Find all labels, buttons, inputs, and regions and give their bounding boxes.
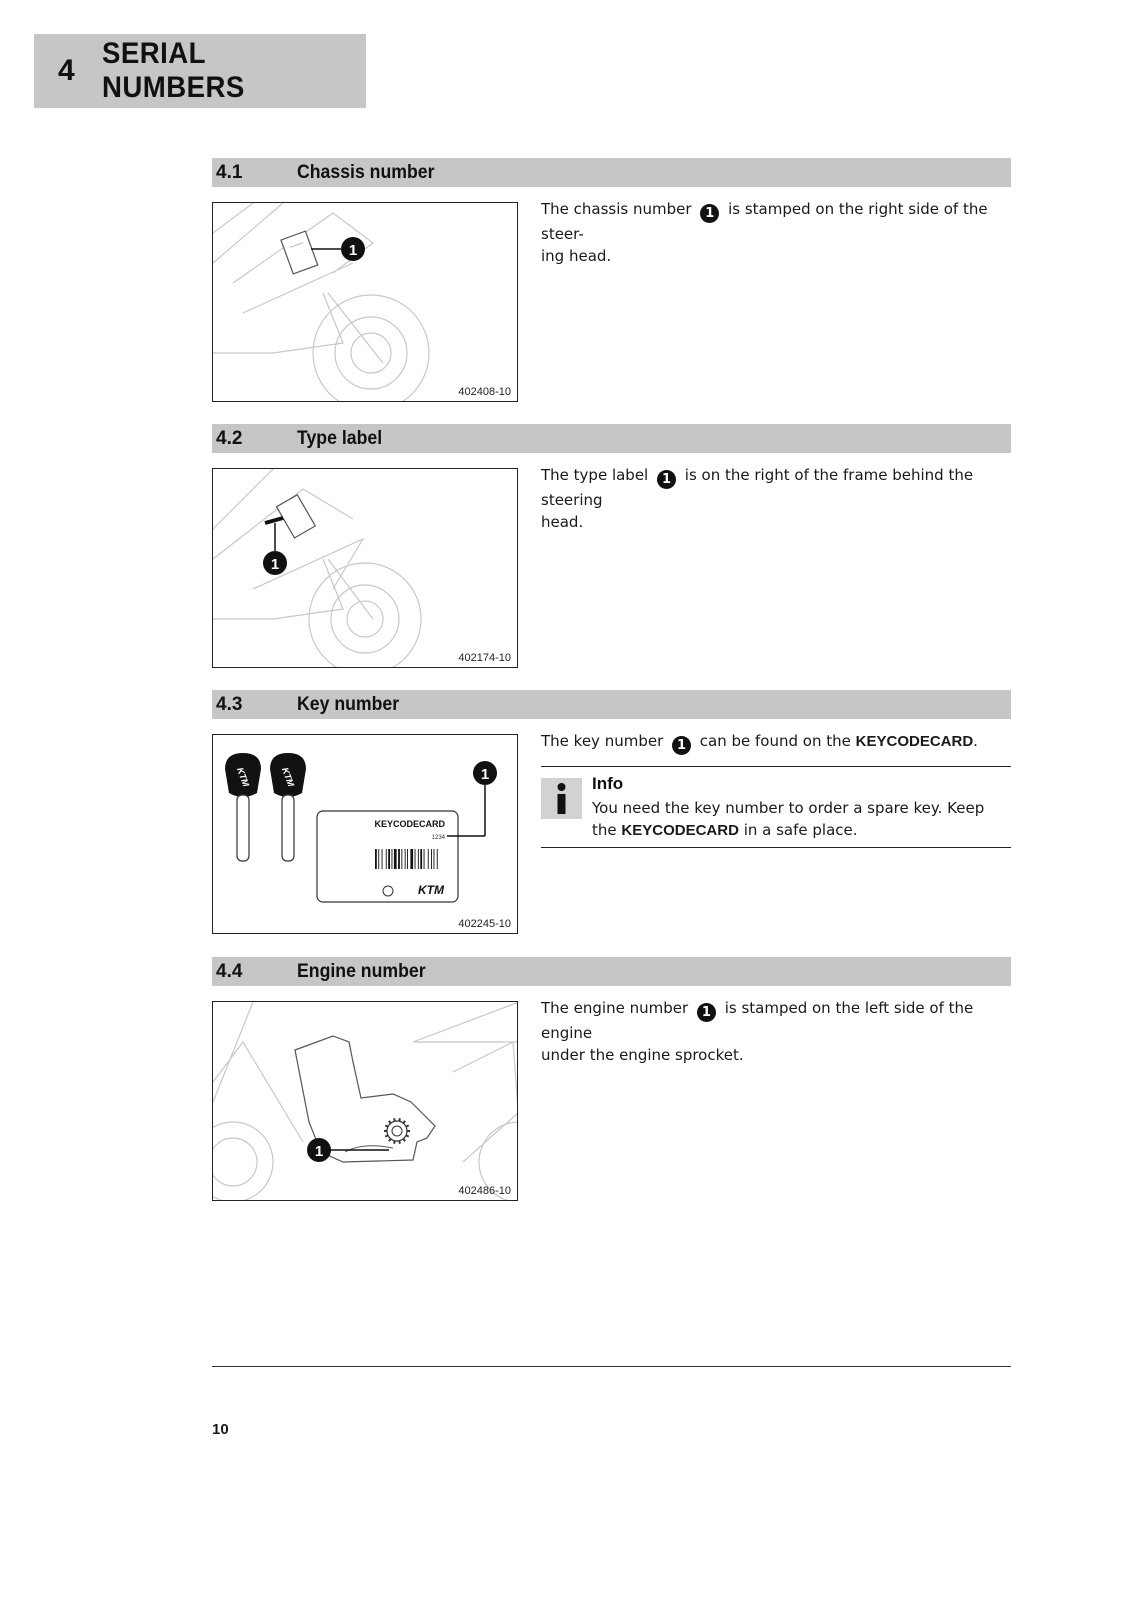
figure-code: 402245-10 xyxy=(458,918,511,930)
chapter-title: SERIAL NUMBERS xyxy=(101,37,245,104)
figure-code: 402486-10 xyxy=(458,1185,511,1197)
section-title: Engine number xyxy=(297,960,426,982)
engine-illustration xyxy=(213,1002,518,1201)
section-title: Chassis number xyxy=(297,161,435,183)
section-header-key-number xyxy=(212,690,1011,719)
page-number: 10 xyxy=(212,1421,229,1438)
text-after: is on the right of the frame behind the steering xyxy=(541,466,974,509)
text-before: The chassis number xyxy=(541,200,692,218)
section-number: 4.1 xyxy=(216,161,243,183)
text-after: is stamped on the left side of the engine xyxy=(541,999,974,1042)
callout-1: 1 xyxy=(314,1143,324,1160)
info-icon xyxy=(541,778,582,819)
figure-engine-number xyxy=(212,1001,518,1201)
info-line2-after: in a safe place. xyxy=(743,821,858,839)
section-title: Type label xyxy=(297,427,383,449)
text-after: can be found on the xyxy=(699,732,851,750)
card-label: KEYCODECARD xyxy=(374,819,445,829)
figure-type-label xyxy=(212,468,518,668)
info-title: Info xyxy=(592,774,624,793)
text-line2: head. xyxy=(541,513,584,531)
text-line2: ing head. xyxy=(541,247,612,265)
text-after: is stamped on the right side of the steer- xyxy=(541,200,988,243)
chapter-header xyxy=(34,34,366,108)
figure-chassis-number xyxy=(212,202,518,402)
section-number: 4.3 xyxy=(216,693,243,715)
info-line2-bold: KEYCODECARD xyxy=(621,822,739,839)
figure-key-number xyxy=(212,734,518,934)
section-header-type-label xyxy=(212,424,1011,453)
chassis-illustration xyxy=(213,203,518,402)
callout-1: 1 xyxy=(348,242,358,259)
callout-badge: 1 xyxy=(700,204,719,223)
card-number: 1234 xyxy=(431,835,445,841)
section-text-chassis-number xyxy=(541,198,1011,267)
figure-code: 402174-10 xyxy=(458,652,511,664)
section-text-key-number xyxy=(541,730,1011,755)
key-logo: KTM xyxy=(279,766,297,788)
info-text xyxy=(592,797,1002,842)
footer-divider xyxy=(212,1366,1011,1367)
callout-1: 1 xyxy=(270,556,280,573)
text-line2: under the engine sprocket. xyxy=(541,1046,744,1064)
text-bold-keycodecard: KEYCODECARD xyxy=(855,733,974,750)
section-header-engine-number xyxy=(212,957,1011,986)
text-before: The key number xyxy=(541,732,664,750)
info-box xyxy=(541,766,1011,848)
callout-1: 1 xyxy=(480,766,490,783)
section-title: Key number xyxy=(297,693,400,715)
info-line1: You need the key number to order a spare key. Keep xyxy=(592,799,985,817)
text-before: The engine number xyxy=(541,999,689,1017)
section-number: 4.4 xyxy=(216,960,243,982)
section-text-type-label xyxy=(541,464,1011,533)
card-logo: KTM xyxy=(418,883,444,897)
text-end: . xyxy=(973,732,978,750)
section-header-chassis-number xyxy=(212,158,1011,187)
info-line2-before: the xyxy=(592,821,617,839)
callout-badge: 1 xyxy=(697,1003,716,1022)
text-before: The type label xyxy=(541,466,649,484)
key-illustration xyxy=(213,735,518,934)
callout-badge: 1 xyxy=(657,470,676,489)
key-logo: KTM xyxy=(234,766,252,788)
section-number: 4.2 xyxy=(216,427,243,449)
figure-code: 402408-10 xyxy=(458,386,511,398)
chapter-number: 4 xyxy=(58,54,75,87)
callout-badge: 1 xyxy=(672,736,691,755)
section-text-engine-number xyxy=(541,997,1011,1066)
frame-illustration xyxy=(213,469,518,668)
